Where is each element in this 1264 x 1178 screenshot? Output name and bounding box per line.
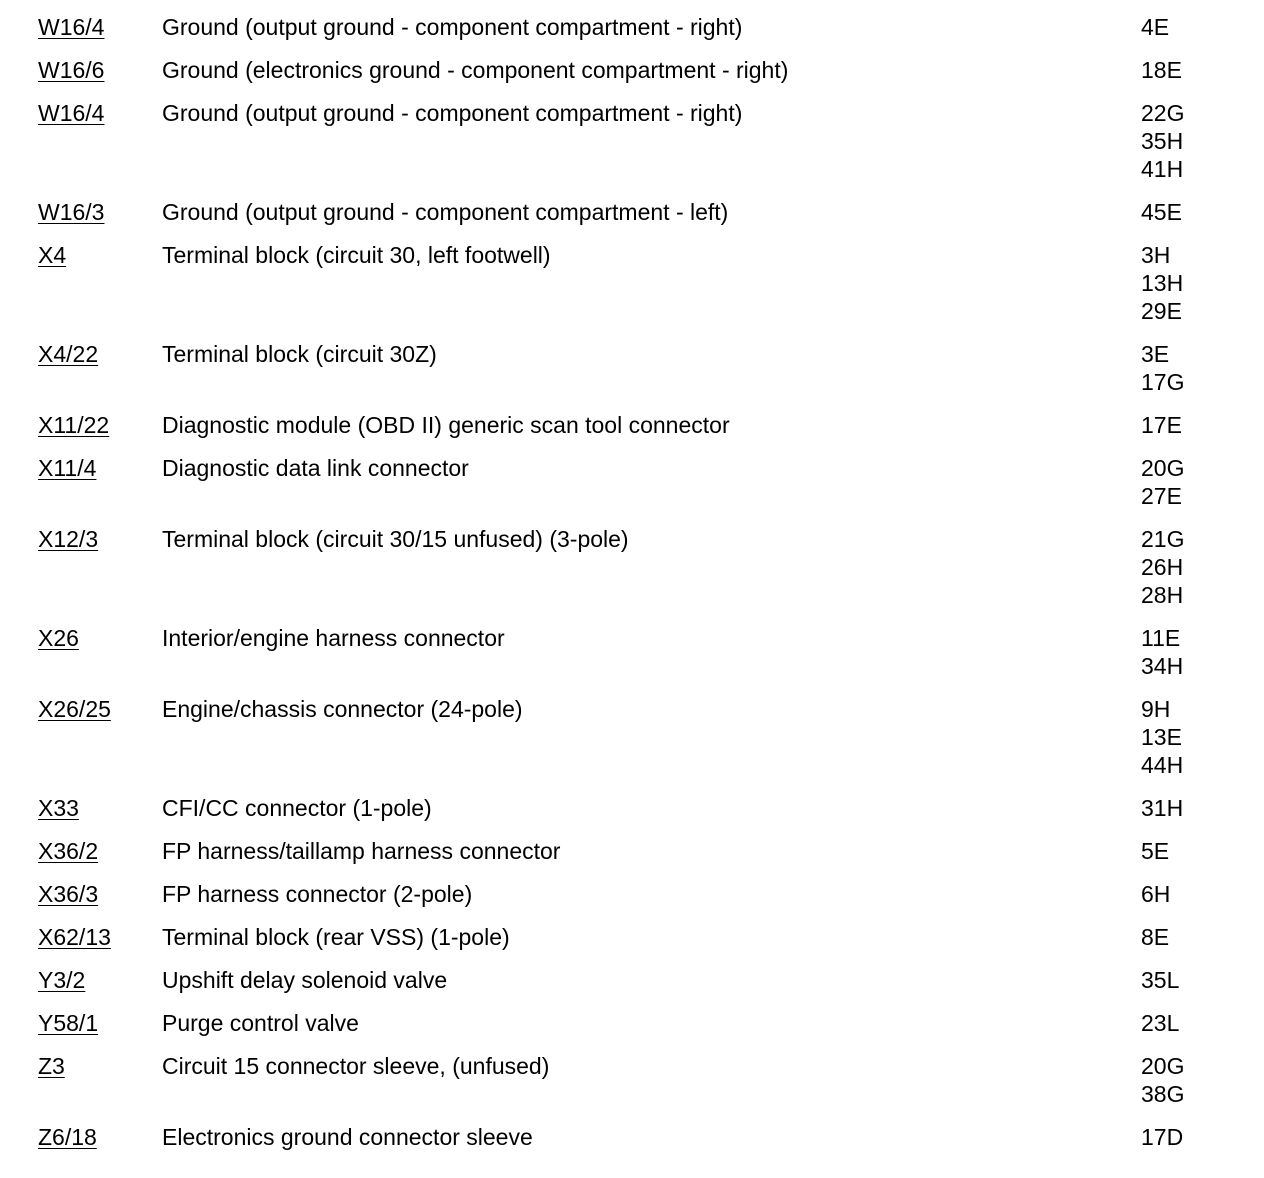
component-code-link[interactable]: X33	[38, 795, 79, 821]
legend-row	[0, 340, 1264, 396]
legend-row	[0, 198, 1264, 226]
grid-reference-list	[1141, 198, 1182, 226]
grid-reference: 4E	[1141, 14, 1170, 40]
component-description: Terminal block (circuit 30/15 unfused) (3-pole)	[162, 526, 629, 552]
component-description: Diagnostic module (OBD II) generic scan tool connector	[162, 412, 730, 438]
component-description: Diagnostic data link connector	[162, 455, 469, 481]
grid-reference: 22G	[1141, 100, 1185, 126]
legend-row	[0, 525, 1264, 609]
grid-reference: 28H	[1141, 582, 1184, 608]
legend-row	[0, 454, 1264, 510]
component-code-link[interactable]: X62/13	[38, 924, 111, 950]
component-code-link[interactable]: X26	[38, 625, 79, 651]
component-code-link[interactable]: X26/25	[38, 696, 111, 722]
component-description: Ground (output ground - component compartment - right)	[162, 100, 743, 126]
component-description: Terminal block (circuit 30Z)	[162, 341, 437, 367]
grid-reference: 26H	[1141, 554, 1184, 580]
component-code-link[interactable]: X11/22	[38, 412, 110, 438]
legend-row	[0, 56, 1264, 84]
grid-reference-list	[1141, 13, 1169, 41]
component-description: Purge control valve	[162, 1010, 359, 1036]
grid-reference-list	[1141, 1052, 1184, 1108]
component-description: Ground (output ground - component compartment - left)	[162, 199, 729, 225]
grid-reference: 17G	[1141, 369, 1185, 395]
grid-reference: 38G	[1141, 1081, 1185, 1107]
grid-reference: 31H	[1141, 795, 1184, 821]
legend-row	[0, 923, 1264, 951]
grid-reference: 21G	[1141, 526, 1185, 552]
legend-row	[0, 624, 1264, 680]
grid-reference: 18E	[1141, 57, 1182, 83]
legend-row	[0, 1123, 1264, 1151]
component-code-link[interactable]: Z3	[38, 1053, 65, 1079]
component-code-link[interactable]: X12/3	[38, 526, 99, 552]
legend-row	[0, 695, 1264, 779]
grid-reference: 5E	[1141, 838, 1170, 864]
component-code-link[interactable]: X36/2	[38, 838, 99, 864]
legend-row	[0, 241, 1264, 325]
component-description: Ground (output ground - component compartment - right)	[162, 14, 743, 40]
grid-reference-list	[1141, 966, 1179, 994]
grid-reference: 3E	[1141, 341, 1170, 367]
component-code-link[interactable]: X36/3	[38, 881, 99, 907]
grid-reference: 44H	[1141, 752, 1184, 778]
grid-reference-list	[1141, 56, 1182, 84]
legend-row	[0, 794, 1264, 822]
grid-reference: 13E	[1141, 724, 1182, 750]
grid-reference-list	[1141, 923, 1169, 951]
grid-reference: 41H	[1141, 156, 1184, 182]
grid-reference: 20G	[1141, 455, 1185, 481]
component-description: Interior/engine harness connector	[162, 625, 505, 651]
grid-reference: 23L	[1141, 1010, 1180, 1036]
component-description: FP harness/taillamp harness connector	[162, 838, 561, 864]
grid-reference: 17D	[1141, 1124, 1184, 1150]
component-description: Upshift delay solenoid valve	[162, 967, 448, 993]
grid-reference: 13H	[1141, 270, 1184, 296]
grid-reference: 45E	[1141, 199, 1182, 225]
grid-reference: 29E	[1141, 298, 1182, 324]
legend-row	[0, 1009, 1264, 1037]
grid-reference-list	[1141, 794, 1183, 822]
component-description: Terminal block (rear VSS) (1-pole)	[162, 924, 510, 950]
component-description: Ground (electronics ground - component compartment - right)	[162, 57, 789, 83]
grid-reference: 20G	[1141, 1053, 1185, 1079]
grid-reference-list	[1141, 1123, 1183, 1151]
component-description: Engine/chassis connector (24-pole)	[162, 696, 523, 722]
grid-reference-list	[1141, 241, 1183, 325]
component-description: Terminal block (circuit 30, left footwell)	[162, 242, 551, 268]
grid-reference-list	[1141, 880, 1170, 908]
component-code-link[interactable]: W16/4	[38, 14, 105, 40]
component-code-link[interactable]: X4/22	[38, 341, 99, 367]
legend-row	[0, 880, 1264, 908]
component-code-link[interactable]: W16/6	[38, 57, 105, 83]
legend-row	[0, 411, 1264, 439]
grid-reference: 27E	[1141, 483, 1182, 509]
legend-row	[0, 966, 1264, 994]
grid-reference-list	[1141, 411, 1182, 439]
legend-row	[0, 837, 1264, 865]
grid-reference-list	[1141, 837, 1169, 865]
grid-reference: 17E	[1141, 412, 1182, 438]
grid-reference: 3H	[1141, 242, 1171, 268]
component-code-link[interactable]: X11/4	[38, 455, 97, 481]
component-description: Electronics ground connector sleeve	[162, 1124, 533, 1150]
legend-row	[0, 1052, 1264, 1108]
grid-reference: 9H	[1141, 696, 1171, 722]
component-description: FP harness connector (2-pole)	[162, 881, 473, 907]
grid-reference-list	[1141, 454, 1184, 510]
component-code-link[interactable]: X4	[38, 242, 67, 268]
grid-reference: 34H	[1141, 653, 1184, 679]
legend-row	[0, 13, 1264, 41]
grid-reference: 35H	[1141, 128, 1184, 154]
component-code-link[interactable]: W16/3	[38, 199, 105, 225]
grid-reference-list	[1141, 525, 1184, 609]
component-code-link[interactable]: Z6/18	[38, 1124, 97, 1150]
component-legend-list	[0, 13, 1264, 1166]
component-code-link[interactable]: Y3/2	[38, 967, 86, 993]
grid-reference-list	[1141, 1009, 1179, 1037]
legend-row	[0, 99, 1264, 183]
grid-reference-list	[1141, 340, 1184, 396]
grid-reference-list	[1141, 695, 1183, 779]
component-code-link[interactable]: Y58/1	[38, 1010, 99, 1036]
grid-reference-list	[1141, 99, 1184, 183]
grid-reference: 11E	[1141, 625, 1181, 651]
grid-reference: 8E	[1141, 924, 1170, 950]
grid-reference: 6H	[1141, 881, 1171, 907]
grid-reference: 35L	[1141, 967, 1180, 993]
component-description: CFI/CC connector (1-pole)	[162, 795, 432, 821]
component-code-link[interactable]: W16/4	[38, 100, 105, 126]
component-description: Circuit 15 connector sleeve, (unfused)	[162, 1053, 550, 1079]
grid-reference-list	[1141, 624, 1183, 680]
